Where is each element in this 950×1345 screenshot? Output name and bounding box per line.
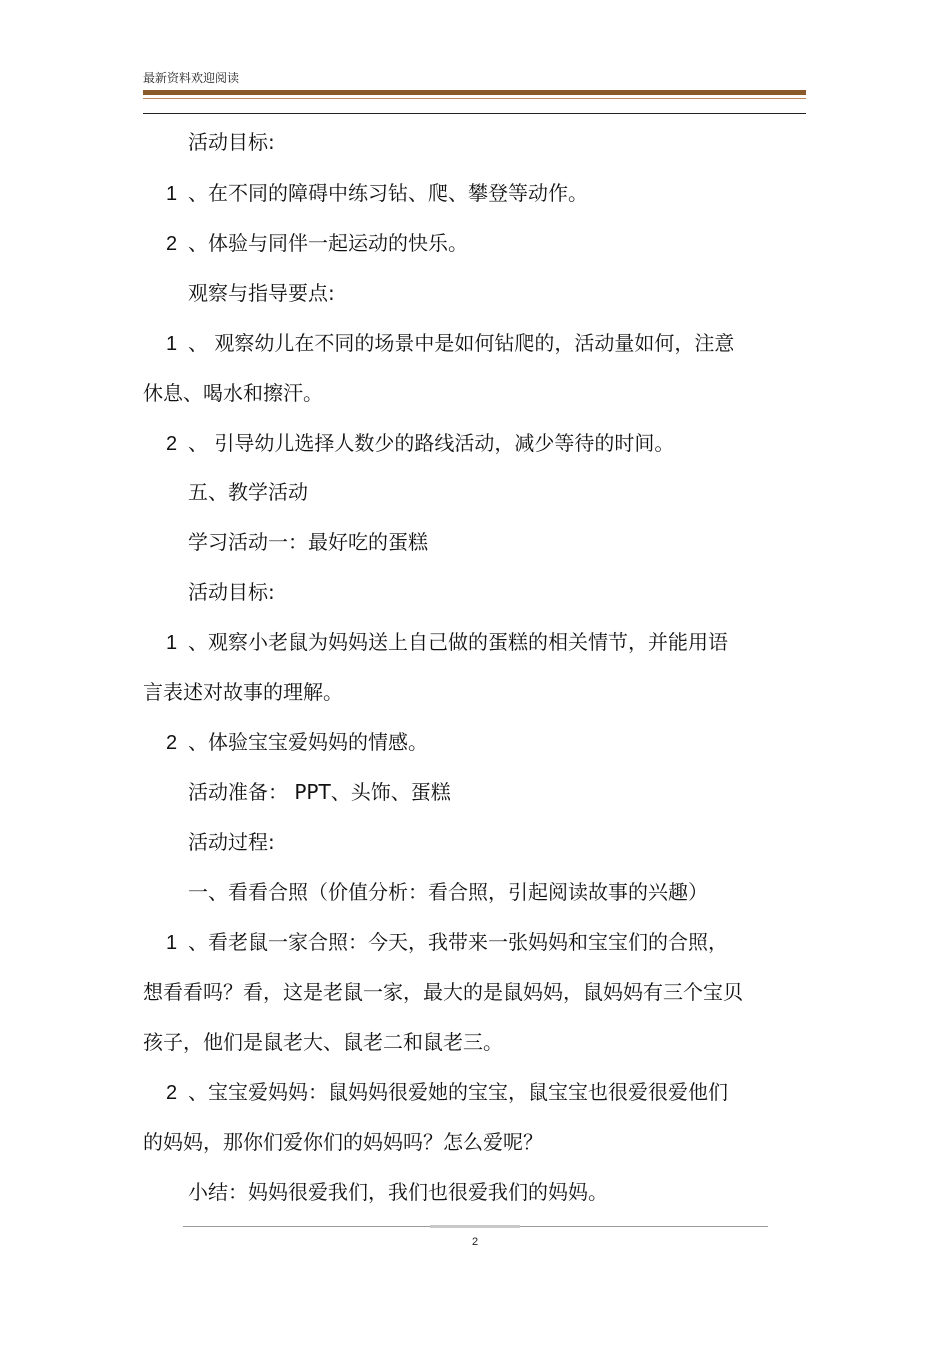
paragraph xyxy=(188,281,828,305)
item-number: 2 xyxy=(166,1082,178,1104)
paragraph xyxy=(188,1180,828,1204)
item-number: 2 xyxy=(166,732,178,754)
paragraph-text: 孩子，他们是鼠老大、鼠老二和鼠老三。 xyxy=(143,1030,503,1054)
paragraph-text: 活动目标: xyxy=(188,580,275,604)
numbered-item xyxy=(143,231,783,256)
paragraph xyxy=(188,580,828,604)
header-rule-thick xyxy=(143,90,806,95)
paragraph-text: 观察与指导要点: xyxy=(188,281,335,305)
continuation-line xyxy=(143,1030,783,1054)
numbered-item xyxy=(143,1080,783,1105)
continuation-line xyxy=(143,680,783,704)
item-text: 、宝宝爱妈妈：鼠妈妈很爱她的宝宝，鼠宝宝也很爱很爱他们 xyxy=(188,1080,728,1104)
item-text: 、观察小老鼠为妈妈送上自己做的蛋糕的相关情节，并能用语 xyxy=(188,630,728,654)
paragraph xyxy=(188,780,828,804)
section-heading xyxy=(188,480,828,504)
paragraph xyxy=(188,530,828,554)
paragraph-text: 言表述对故事的理解。 xyxy=(143,680,343,704)
paragraph xyxy=(188,130,828,154)
item-number: 2 xyxy=(166,233,178,255)
numbered-item xyxy=(143,630,783,655)
continuation-line xyxy=(143,1130,783,1154)
numbered-item xyxy=(143,331,783,356)
continuation-line xyxy=(143,980,783,1004)
item-number: 1 xyxy=(166,932,178,954)
paragraph-text: 活动过程: xyxy=(188,830,275,854)
paragraph-text: 休息、喝水和擦汗。 xyxy=(143,381,323,405)
item-number: 1 xyxy=(166,333,178,355)
paragraph-text: 小结：妈妈很爱我们，我们也很爱我们的妈妈。 xyxy=(188,1180,608,1204)
item-text: 、 观察幼儿在不同的场景中是如何钻爬的，活动量如何，注意 xyxy=(188,331,735,355)
footer-rule-accent xyxy=(430,1225,520,1228)
numbered-item xyxy=(143,431,783,456)
paragraph xyxy=(188,830,828,854)
numbered-item xyxy=(143,730,783,755)
item-number: 2 xyxy=(166,433,178,455)
numbered-item xyxy=(143,181,783,206)
paragraph-text: 的妈妈，那你们爱你们的妈妈吗？怎么爱呢？ xyxy=(143,1130,543,1154)
page-number: 2 xyxy=(471,1236,479,1248)
item-text: 、在不同的障碍中练习钻、爬、攀登等动作。 xyxy=(188,181,588,205)
numbered-item xyxy=(143,930,783,955)
item-number: 1 xyxy=(166,183,178,205)
item-text: 、看老鼠一家合照：今天，我带来一张妈妈和宝宝们的合照， xyxy=(188,930,728,954)
item-text: 、体验宝宝爱妈妈的情感。 xyxy=(188,730,428,754)
item-text: 、 引导幼儿选择人数少的路线活动，减少等待的时间。 xyxy=(188,431,675,455)
item-text: 、体验与同伴一起运动的快乐。 xyxy=(188,231,468,255)
header-rule-black xyxy=(143,113,806,114)
paragraph-text: 活动目标: xyxy=(188,130,275,154)
paragraph xyxy=(188,880,828,904)
header-text: 最新资料欢迎阅读 xyxy=(143,71,240,85)
item-number: 1 xyxy=(166,632,178,654)
paragraph-text: 五、教学活动 xyxy=(188,480,308,504)
continuation-line xyxy=(143,381,783,405)
paragraph-text: 一、看看合照（价值分析：看合照，引起阅读故事的兴趣） xyxy=(188,880,708,904)
header-rule-thin xyxy=(143,98,806,99)
paragraph-text: 活动准备： PPT、头饰、蛋糕 xyxy=(188,780,451,804)
paragraph-text: 想看看吗？看，这是老鼠一家，最大的是鼠妈妈，鼠妈妈有三个宝贝 xyxy=(143,980,743,1004)
paragraph-text: 学习活动一：最好吃的蛋糕 xyxy=(188,530,428,554)
